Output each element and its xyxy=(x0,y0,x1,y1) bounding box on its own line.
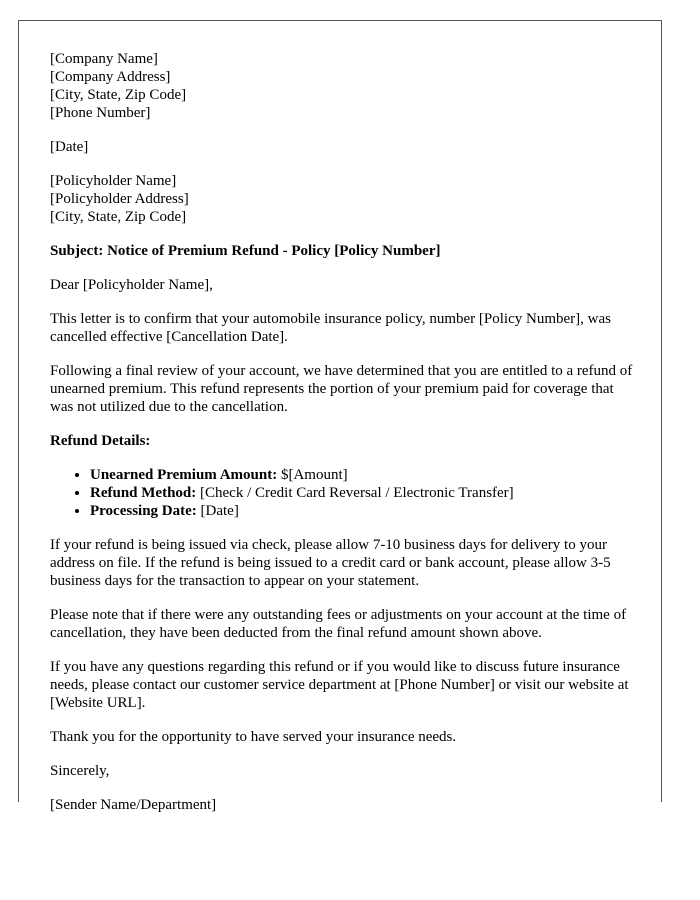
refund-detail-item xyxy=(90,484,640,502)
refund-details-list xyxy=(50,466,640,520)
refund-detail-label: Refund Method: xyxy=(90,485,197,501)
refund-detail-item xyxy=(90,502,640,520)
sender-city-state-zip: [City, State, Zip Code] xyxy=(50,87,187,103)
closing: Sincerely, xyxy=(50,763,110,779)
paragraph-confirmation: This letter is to confirm that your automobile insurance policy, number [Policy Number], was cancelled effective [Cancellation Date]. xyxy=(50,311,611,345)
sender-phone: [Phone Number] xyxy=(50,105,151,121)
letter-subject: Subject: Notice of Premium Refund - Policy [Policy Number] xyxy=(50,243,441,259)
recipient-block xyxy=(50,172,640,226)
sender-company-name: [Company Name] xyxy=(50,51,158,67)
refund-detail-label: Processing Date: xyxy=(90,503,197,519)
paragraph-thanks: Thank you for the opportunity to have served your insurance needs. xyxy=(50,729,457,745)
refund-detail-value: [Date] xyxy=(196,503,239,519)
recipient-address: [Policyholder Address] xyxy=(50,191,189,207)
recipient-name: [Policyholder Name] xyxy=(50,173,177,189)
refund-details-heading: Refund Details: xyxy=(50,433,151,449)
paragraph-contact: If you have any questions regarding this refund or if you would like to discuss future insurance needs, please contact our customer service department at [Phone Number] or visit our website at [Website URL]. xyxy=(50,659,629,711)
refund-detail-item xyxy=(90,466,640,484)
letter-date: [Date] xyxy=(50,139,89,155)
salutation: Dear [Policyholder Name], xyxy=(50,277,213,293)
sender-block xyxy=(50,50,640,122)
refund-detail-value: $[Amount] xyxy=(277,467,348,483)
paragraph-delivery: If your refund is being issued via check, please allow 7-10 business days for delivery to your address on file. If the refund is being issued to a credit card or bank account, please allow 3-5 business days for the transaction to appear on your statement. xyxy=(50,537,611,589)
letter-content xyxy=(50,50,640,814)
date-block xyxy=(50,138,640,156)
refund-detail-label: Unearned Premium Amount: xyxy=(90,467,278,483)
paragraph-review: Following a final review of your account, we have determined that you are entitled to a refund of unearned premium. This refund represents the portion of your premium paid for coverage that was not utilized due to the cancellation. xyxy=(50,363,633,415)
signature-line: [Sender Name/Department] xyxy=(50,797,217,813)
recipient-city-state-zip: [City, State, Zip Code] xyxy=(50,209,187,225)
paragraph-fees: Please note that if there were any outstanding fees or adjustments on your account at the time of cancellation, they have been deducted from the final refund amount shown above. xyxy=(50,607,627,641)
letter-page xyxy=(18,20,662,813)
sender-company-address: [Company Address] xyxy=(50,69,171,85)
refund-detail-value: [Check / Credit Card Reversal / Electronic Transfer] xyxy=(196,485,514,501)
